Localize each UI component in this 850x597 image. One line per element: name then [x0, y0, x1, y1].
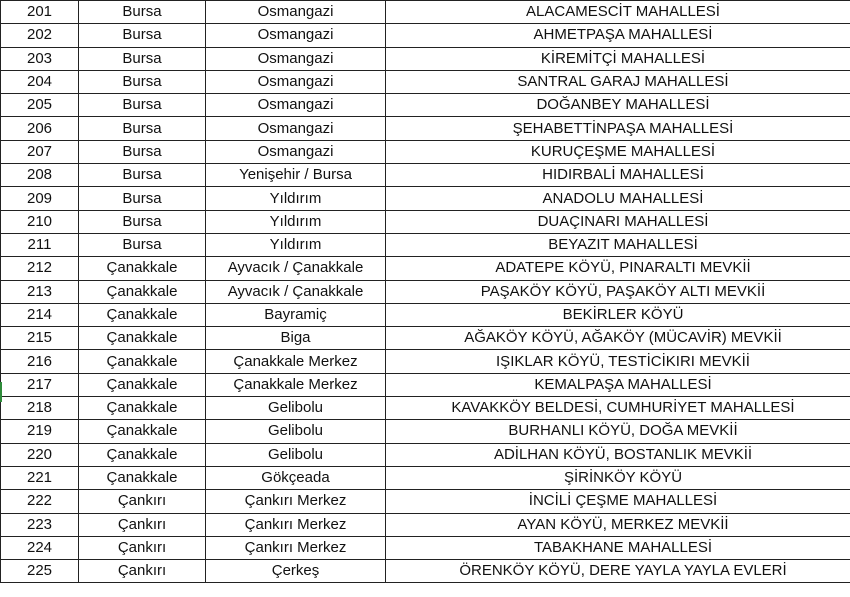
neighborhood-cell[interactable]: TABAKHANE MAHALLESİ	[386, 536, 850, 559]
row-number-cell[interactable]: 201	[1, 1, 79, 24]
table-row	[1, 397, 850, 420]
province-cell[interactable]: Bursa	[79, 117, 206, 140]
province-cell[interactable]: Bursa	[79, 233, 206, 256]
table-row	[1, 513, 850, 536]
neighborhood-cell[interactable]: ADİLHAN KÖYÜ, BOSTANLIK MEVKİİ	[386, 443, 850, 466]
neighborhood-cell[interactable]: AĞAKÖY KÖYÜ, AĞAKÖY (MÜCAVİR) MEVKİİ	[386, 327, 850, 350]
row-number-cell[interactable]: 205	[1, 94, 79, 117]
table-row	[1, 536, 850, 559]
row-number-cell[interactable]: 222	[1, 490, 79, 513]
district-cell[interactable]: Yıldırım	[206, 210, 386, 233]
cell-marker	[0, 382, 2, 402]
district-cell[interactable]: Osmangazi	[206, 47, 386, 70]
row-number-cell[interactable]: 202	[1, 24, 79, 47]
province-cell[interactable]: Çanakkale	[79, 303, 206, 326]
table-row	[1, 233, 850, 256]
district-cell[interactable]: Çanakkale Merkez	[206, 350, 386, 373]
province-cell[interactable]: Çanakkale	[79, 397, 206, 420]
province-cell[interactable]: Çankırı	[79, 513, 206, 536]
province-cell[interactable]: Çanakkale	[79, 466, 206, 489]
neighborhood-cell[interactable]: SANTRAL GARAJ MAHALLESİ	[386, 70, 850, 93]
row-number-cell[interactable]: 215	[1, 327, 79, 350]
neighborhood-cell[interactable]: BURHANLI KÖYÜ, DOĞA MEVKİİ	[386, 420, 850, 443]
province-cell[interactable]: Bursa	[79, 164, 206, 187]
table-row	[1, 1, 850, 24]
table-row	[1, 303, 850, 326]
province-cell[interactable]: Çanakkale	[79, 373, 206, 396]
district-cell[interactable]: Osmangazi	[206, 94, 386, 117]
table-row	[1, 373, 850, 396]
district-cell[interactable]: Çankırı Merkez	[206, 536, 386, 559]
row-number-cell[interactable]: 203	[1, 47, 79, 70]
district-cell[interactable]: Osmangazi	[206, 1, 386, 24]
table-row	[1, 187, 850, 210]
row-number-cell[interactable]: 214	[1, 303, 79, 326]
table-row	[1, 466, 850, 489]
table-row	[1, 94, 850, 117]
neighborhood-cell[interactable]: AHMETPAŞA MAHALLESİ	[386, 24, 850, 47]
table-row	[1, 24, 850, 47]
neighborhood-cell[interactable]: ANADOLU MAHALLESİ	[386, 187, 850, 210]
district-cell[interactable]: Osmangazi	[206, 24, 386, 47]
table-row	[1, 280, 850, 303]
district-cell[interactable]: Osmangazi	[206, 117, 386, 140]
province-cell[interactable]: Bursa	[79, 1, 206, 24]
neighborhood-cell[interactable]: HIDIRBALİ MAHALLESİ	[386, 164, 850, 187]
district-cell[interactable]: Bayramiç	[206, 303, 386, 326]
row-number-cell[interactable]: 210	[1, 210, 79, 233]
table-row	[1, 164, 850, 187]
province-cell[interactable]: Bursa	[79, 70, 206, 93]
province-cell[interactable]: Çanakkale	[79, 443, 206, 466]
neighborhood-cell[interactable]: IŞIKLAR KÖYÜ, TESTİCİKIRI MEVKİİ	[386, 350, 850, 373]
table-row	[1, 210, 850, 233]
district-cell[interactable]: Osmangazi	[206, 70, 386, 93]
province-cell[interactable]: Bursa	[79, 24, 206, 47]
row-number-cell[interactable]: 219	[1, 420, 79, 443]
neighborhood-cell[interactable]: ŞİRİNKÖY KÖYÜ	[386, 466, 850, 489]
district-cell[interactable]: Gelibolu	[206, 397, 386, 420]
row-number-cell[interactable]: 224	[1, 536, 79, 559]
district-cell[interactable]: Yıldırım	[206, 187, 386, 210]
province-cell[interactable]: Çankırı	[79, 560, 206, 583]
row-number-cell[interactable]: 225	[1, 560, 79, 583]
row-number-cell[interactable]: 208	[1, 164, 79, 187]
row-number-cell[interactable]: 220	[1, 443, 79, 466]
district-cell[interactable]: Yenişehir / Bursa	[206, 164, 386, 187]
neighborhood-cell[interactable]: KİREMİTÇİ MAHALLESİ	[386, 47, 850, 70]
row-number-cell[interactable]: 217	[1, 373, 79, 396]
neighborhood-cell[interactable]: DUAÇINARI MAHALLESİ	[386, 210, 850, 233]
district-cell[interactable]: Çankırı Merkez	[206, 513, 386, 536]
table-row	[1, 117, 850, 140]
neighborhood-cell[interactable]: KURUÇEŞME MAHALLESİ	[386, 140, 850, 163]
province-cell[interactable]: Çankırı	[79, 536, 206, 559]
row-number-cell[interactable]: 218	[1, 397, 79, 420]
table-row	[1, 560, 850, 583]
district-cell[interactable]: Çanakkale Merkez	[206, 373, 386, 396]
province-cell[interactable]: Bursa	[79, 210, 206, 233]
province-cell[interactable]: Bursa	[79, 47, 206, 70]
neighborhood-cell[interactable]: KAVAKKÖY BELDESİ, CUMHURİYET MAHALLESİ	[386, 397, 850, 420]
district-cell[interactable]: Gökçeada	[206, 466, 386, 489]
neighborhood-cell[interactable]: KEMALPAŞA MAHALLESİ	[386, 373, 850, 396]
province-cell[interactable]: Çanakkale	[79, 327, 206, 350]
neighborhood-cell[interactable]: ALACAMESCİT MAHALLESİ	[386, 1, 850, 24]
neighborhood-cell[interactable]: BEKİRLER KÖYÜ	[386, 303, 850, 326]
table-row	[1, 443, 850, 466]
table-row	[1, 70, 850, 93]
neighborhood-cell[interactable]: AYAN KÖYÜ, MERKEZ MEVKİİ	[386, 513, 850, 536]
province-cell[interactable]: Çankırı	[79, 490, 206, 513]
row-number-cell[interactable]: 211	[1, 233, 79, 256]
district-cell[interactable]: Gelibolu	[206, 443, 386, 466]
province-cell[interactable]: Çanakkale	[79, 420, 206, 443]
row-number-cell[interactable]: 221	[1, 466, 79, 489]
row-number-cell[interactable]: 213	[1, 280, 79, 303]
province-cell[interactable]: Bursa	[79, 94, 206, 117]
province-cell[interactable]: Çanakkale	[79, 350, 206, 373]
row-number-cell[interactable]: 207	[1, 140, 79, 163]
table-row	[1, 327, 850, 350]
row-number-cell[interactable]: 223	[1, 513, 79, 536]
district-cell[interactable]: Ayvacık / Çanakkale	[206, 280, 386, 303]
neighborhood-cell[interactable]: BEYAZIT MAHALLESİ	[386, 233, 850, 256]
district-cell[interactable]: Çankırı Merkez	[206, 490, 386, 513]
table-row	[1, 490, 850, 513]
district-cell[interactable]: Çerkeş	[206, 560, 386, 583]
table-row	[1, 350, 850, 373]
district-cell[interactable]: Biga	[206, 327, 386, 350]
table-row	[1, 47, 850, 70]
row-number-cell[interactable]: 212	[1, 257, 79, 280]
province-cell[interactable]: Bursa	[79, 140, 206, 163]
neighborhood-cell[interactable]: PAŞAKÖY KÖYÜ, PAŞAKÖY ALTI MEVKİİ	[386, 280, 850, 303]
row-number-cell[interactable]: 204	[1, 70, 79, 93]
neighborhood-cell[interactable]: DOĞANBEY MAHALLESİ	[386, 94, 850, 117]
province-cell[interactable]: Bursa	[79, 187, 206, 210]
row-number-cell[interactable]: 206	[1, 117, 79, 140]
neighborhood-cell[interactable]: İNCİLİ ÇEŞME MAHALLESİ	[386, 490, 850, 513]
province-cell[interactable]: Çanakkale	[79, 280, 206, 303]
district-cell[interactable]: Ayvacık / Çanakkale	[206, 257, 386, 280]
neighborhood-cell[interactable]: ŞEHABETTİNPAŞA MAHALLESİ	[386, 117, 850, 140]
neighborhood-cell[interactable]: ÖRENKÖY KÖYÜ, DERE YAYLA YAYLA EVLERİ	[386, 560, 850, 583]
province-cell[interactable]: Çanakkale	[79, 257, 206, 280]
district-cell[interactable]: Gelibolu	[206, 420, 386, 443]
district-cell[interactable]: Yıldırım	[206, 233, 386, 256]
neighborhood-cell[interactable]: ADATEPE KÖYÜ, PINARALTI MEVKİİ	[386, 257, 850, 280]
table-row	[1, 257, 850, 280]
table-row	[1, 140, 850, 163]
row-number-cell[interactable]: 209	[1, 187, 79, 210]
district-cell[interactable]: Osmangazi	[206, 140, 386, 163]
table-row	[1, 420, 850, 443]
row-number-cell[interactable]: 216	[1, 350, 79, 373]
